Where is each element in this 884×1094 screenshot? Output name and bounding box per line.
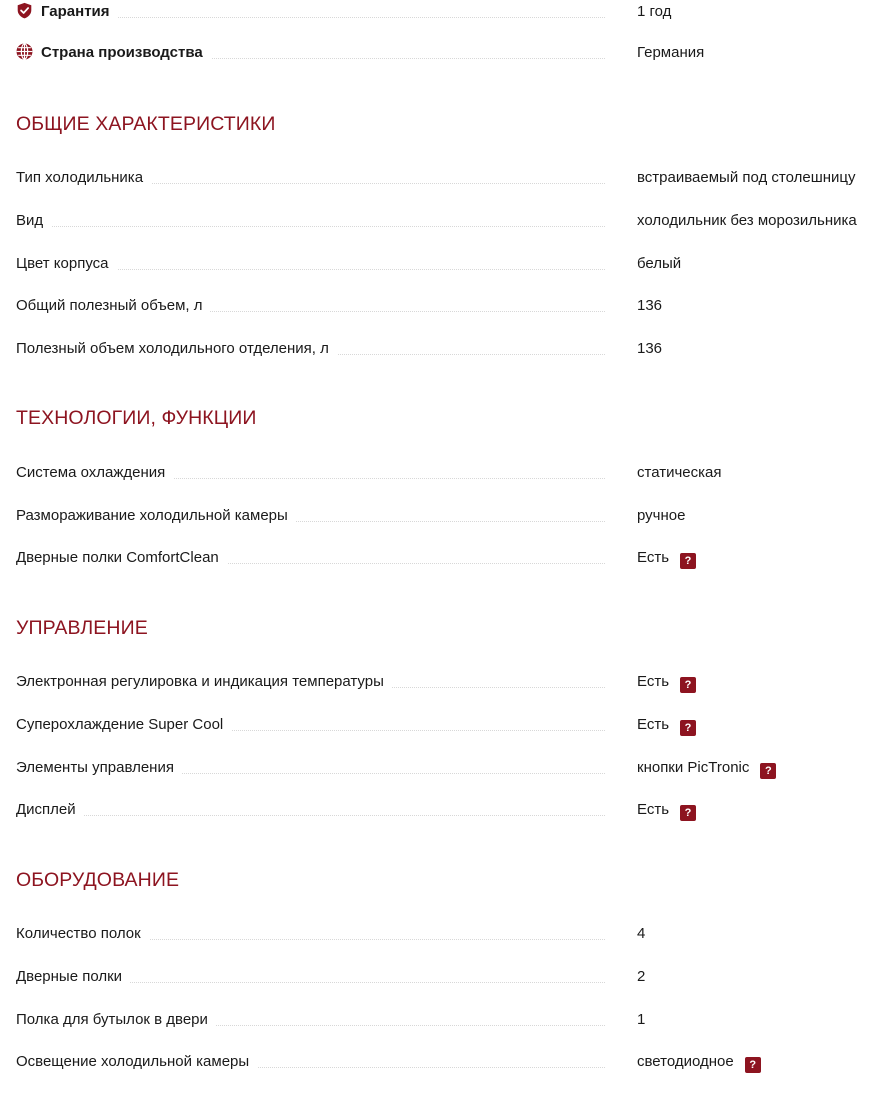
spec-label: Дверные полки: [16, 967, 130, 987]
spec-label: [16, 43, 211, 63]
spec-row: [16, 296, 884, 324]
help-button[interactable]: ?: [745, 1057, 761, 1073]
spec-value-wrap: [637, 758, 776, 779]
help-button[interactable]: ?: [680, 805, 696, 821]
spec-row-warranty: [16, 2, 884, 30]
spec-value: 2: [637, 968, 646, 985]
spec-value-wrap: [637, 715, 696, 736]
spec-value: белый: [637, 255, 682, 272]
help-button[interactable]: ?: [680, 720, 696, 736]
spec-label: Дисплей: [16, 800, 84, 820]
section-title-control: УПРАВЛЕНИЕ: [16, 617, 148, 639]
spec-value: 1: [637, 1011, 646, 1028]
shield-check-icon: [16, 2, 33, 19]
spec-row: [16, 463, 884, 491]
spec-row: [16, 548, 884, 576]
warranty-label: Гарантия: [41, 3, 110, 20]
spec-value-wrap: [637, 800, 696, 821]
spec-value: Есть: [637, 716, 670, 733]
spec-value: холодильник без морозильника: [637, 212, 857, 229]
spec-value: светодиодное: [637, 1053, 734, 1070]
spec-label: Элементы управления: [16, 758, 182, 778]
section-title-technologies: ТЕХНОЛОГИИ, ФУНКЦИИ: [16, 407, 257, 429]
section-title-general: ОБЩИЕ ХАРАКТЕРИСТИКИ: [16, 113, 276, 135]
help-button[interactable]: ?: [680, 553, 696, 569]
globe-icon: [16, 43, 33, 60]
spec-value-wrap: [637, 1052, 761, 1073]
spec-row: [16, 506, 884, 534]
spec-value: статическая: [637, 464, 722, 481]
spec-row-country: [16, 43, 884, 71]
spec-value: кнопки PicTronic: [637, 759, 750, 776]
spec-row: [16, 168, 884, 196]
dotted-leader: [16, 226, 605, 227]
spec-row: [16, 1052, 884, 1080]
spec-value: Есть: [637, 549, 670, 566]
spec-value: 136: [637, 297, 663, 314]
spec-value: 136: [637, 340, 663, 357]
spec-label: [16, 2, 118, 22]
spec-row: [16, 339, 884, 367]
spec-row: [16, 1010, 884, 1038]
spec-label: Электронная регулировка и индикация температуры: [16, 672, 392, 692]
spec-value: Есть: [637, 801, 670, 818]
spec-label: Вид: [16, 211, 51, 231]
spec-label: Освещение холодильной камеры: [16, 1052, 257, 1072]
section-title-equipment: ОБОРУДОВАНИЕ: [16, 869, 180, 891]
help-button[interactable]: ?: [760, 763, 776, 779]
spec-row: [16, 800, 884, 828]
spec-row: [16, 924, 884, 952]
spec-label: Размораживание холодильной камеры: [16, 506, 296, 526]
spec-label: Полезный объем холодильного отделения, л: [16, 339, 337, 359]
spec-label: Цвет корпуса: [16, 254, 117, 274]
spec-row: [16, 758, 884, 786]
spec-value: встраиваемый под столешницу: [637, 169, 856, 186]
spec-label: Тип холодильника: [16, 168, 151, 188]
spec-label: Суперохлаждение Super Cool: [16, 715, 231, 735]
spec-value: ручное: [637, 507, 686, 524]
spec-row: [16, 672, 884, 700]
spec-value-wrap: [637, 672, 696, 693]
spec-value: Есть: [637, 673, 670, 690]
spec-label: Полка для бутылок в двери: [16, 1010, 216, 1030]
spec-value-wrap: [637, 548, 696, 569]
spec-row: [16, 211, 884, 239]
spec-row: [16, 967, 884, 995]
spec-value: 4: [637, 925, 646, 942]
spec-row: [16, 254, 884, 282]
spec-label: Общий полезный объем, л: [16, 296, 210, 316]
country-value: Германия: [637, 44, 705, 61]
dotted-leader: [16, 815, 605, 816]
spec-label: Система охлаждения: [16, 463, 173, 483]
spec-label: Количество полок: [16, 924, 149, 944]
country-label: Страна производства: [41, 44, 203, 61]
warranty-value: 1 год: [637, 3, 672, 20]
help-button[interactable]: ?: [680, 677, 696, 693]
spec-row: [16, 715, 884, 743]
spec-label: Дверные полки ComfortClean: [16, 548, 227, 568]
